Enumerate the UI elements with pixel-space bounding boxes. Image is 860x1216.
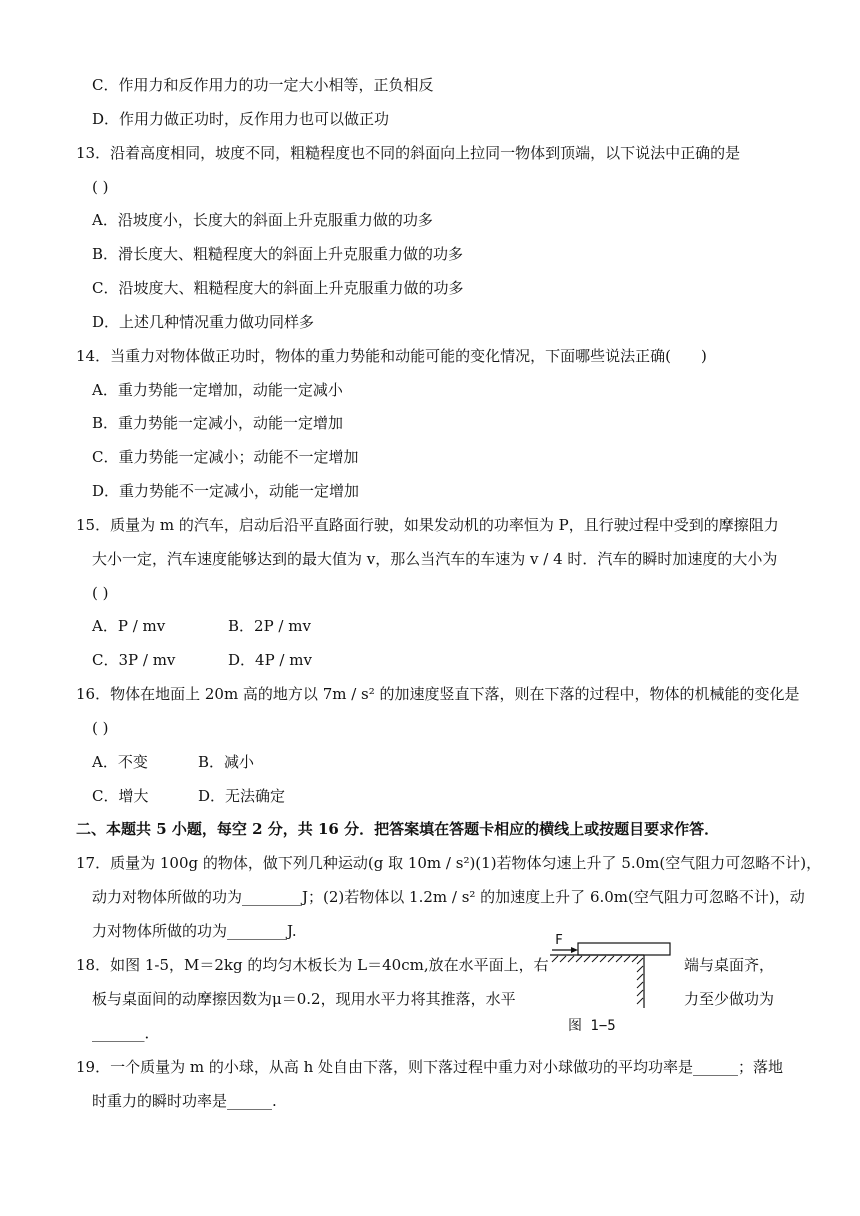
- q16-bracket: ( ): [92, 719, 109, 737]
- q14-option-d: D．重力势能不一定减小，动能一定增加: [92, 482, 360, 500]
- q12-option-c: C．作用力和反作用力的功一定大小相等，正负相反: [92, 76, 434, 94]
- q13-bracket: ( ): [92, 178, 109, 196]
- q17-stem-line3: 力对物体所做的功为________J.: [92, 922, 297, 940]
- q18-line1-left: 18．如图 1-5，M＝2kg 的均匀木板长为 L＝40cm,放在水平面上，右: [76, 956, 549, 974]
- table-hatching: [552, 956, 643, 1004]
- q14-option-b: B．重力势能一定减小，动能一定增加: [92, 414, 344, 432]
- q15-bracket: ( ): [92, 584, 109, 602]
- q19-stem-line1: 19．一个质量为 m 的小球，从高 h 处自由下落，则下落过程中重力对小球做功的平均功率是______；落地: [76, 1058, 784, 1076]
- q18-line2-left: 板与桌面间的动摩擦因数为μ＝0.2，现用水平力将其推落，水平: [92, 990, 516, 1008]
- q13-option-b: B．滑长度大、粗糙程度大的斜面上升克服重力做的功多: [92, 245, 464, 263]
- figure-1-5: [548, 930, 678, 1020]
- q16-option-a: A．不变: [92, 753, 148, 771]
- q16-options-ab: [92, 752, 255, 772]
- q15-stem-line1: 15．质量为 m 的汽车，启动后沿平直路面行驶，如果发动机的功率恒为 P，且行驶过程中受到的摩擦阻力: [76, 516, 779, 534]
- q13-option-d: D．上述几种情况重力做功同样多: [92, 313, 315, 331]
- q14-option-c: C．重力势能一定减小；动能不一定增加: [92, 448, 359, 466]
- q18-line2-right: 力至少做功为: [684, 990, 775, 1008]
- q15-options-ab: [92, 616, 311, 636]
- q16-option-c: C．增大: [92, 787, 149, 805]
- q15-option-b: B．2P / mv: [228, 617, 311, 635]
- q13-stem: 13．沿着高度相同，坡度不同，粗糙程度也不同的斜面向上拉同一物体到顶端，以下说法中正确的是: [76, 144, 741, 162]
- q15-stem-line2: 大小一定，汽车速度能够达到的最大值为 v，那么当汽车的车速为 v / 4 时．汽车的瞬时加速度的大小为: [92, 550, 778, 568]
- q15-option-a: A．P / mv: [92, 617, 166, 635]
- q19-stem-line2: 时重力的瞬时功率是______.: [92, 1092, 277, 1110]
- q16-option-b: B．减小: [198, 753, 255, 771]
- q15-option-c: C．3P / mv: [92, 651, 176, 669]
- q14-stem: 14．当重力对物体做正功时，物体的重力势能和动能可能的变化情况，下面哪些说法正确( ): [76, 347, 707, 365]
- q13-option-c: C．沿坡度大、粗糙程度大的斜面上升克服重力做的功多: [92, 279, 464, 297]
- q14-option-a: A．重力势能一定增加，动能一定减小: [92, 381, 343, 399]
- q18-line1-right: 端与桌面齐，: [684, 956, 775, 974]
- q16-options-cd: [92, 786, 286, 806]
- figure-caption: 图 1−5: [568, 1018, 616, 1034]
- force-arrow-head: [571, 947, 578, 953]
- q13-option-a: A．沿坡度小，长度大的斜面上升克服重力做的功多: [92, 211, 433, 229]
- q17-stem-line2: 动力对物体所做的功为________J；(2)若物体以 1.2m / s² 的加速度上升了 6.0m(空气阻力可忽略不计)，动: [92, 888, 805, 906]
- q18-line3: _______．: [92, 1024, 160, 1042]
- q15-option-d: D．4P / mv: [228, 651, 312, 669]
- q16-option-d: D．无法确定: [198, 787, 286, 805]
- wooden-board: [578, 943, 670, 955]
- q15-options-cd: [92, 650, 312, 670]
- q17-stem-line1: 17．质量为 100g 的物体，做下列几种运动(g 取 10m / s²)(1)若物体匀速上升了 5.0m(空气阻力可忽略不计)，: [76, 854, 822, 872]
- q12-option-d: D．作用力做正功时，反作用力也可以做正功: [92, 110, 390, 128]
- q16-stem-line1: 16．物体在地面上 20m 高的地方以 7m / s² 的加速度竖直下落，则在下落的过程中，物体的机械能的变化是: [76, 685, 800, 703]
- force-label: F: [555, 933, 563, 948]
- section-two-heading: 二、本题共 5 小题，每空 2 分，共 16 分．把答案填在答题卡相应的横线上或按题目要求作答．: [76, 820, 720, 838]
